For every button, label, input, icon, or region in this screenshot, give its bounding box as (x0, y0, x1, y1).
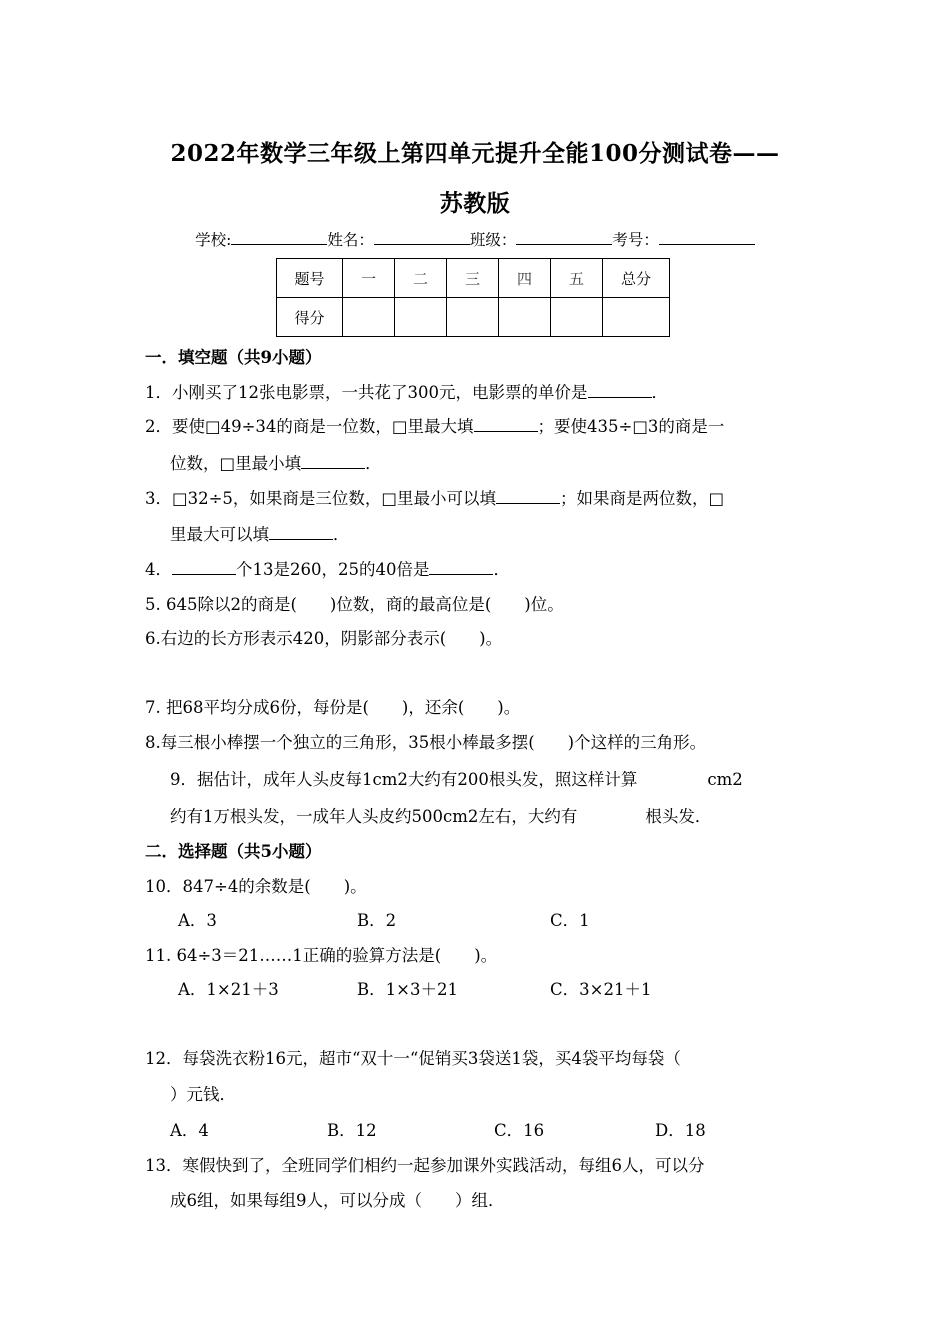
answer-blank[interactable] (429, 558, 493, 575)
score-header-cell: 一 (343, 259, 395, 298)
score-header-cell: 五 (551, 259, 603, 298)
option-b[interactable]: B．12 (327, 1121, 377, 1140)
question-12: 12．每袋洗衣粉16元，超市“双十一“促销买3袋送1袋，买4袋平均每袋（ (145, 1049, 681, 1068)
score-header-cell: 总分 (603, 259, 670, 298)
option-a[interactable]: A．4 (170, 1121, 209, 1140)
school-label: 学校: (195, 231, 232, 249)
option-a[interactable]: A．3 (178, 911, 217, 930)
score-header-cell: 三 (447, 259, 499, 298)
exam-title-line2: 苏教版 (439, 190, 511, 217)
question-2-cont: 位数，□里最小填 ． (170, 454, 382, 473)
score-row-label: 得分 (277, 298, 343, 337)
student-info-line (0, 228, 950, 250)
question-2: 2．要使□49÷34的商是一位数，□里最大填 ；要使435÷□3的商是一 (145, 417, 725, 436)
question-12-cont: ）元钱． (170, 1085, 236, 1104)
option-c[interactable]: C．16 (494, 1121, 545, 1140)
answer-blank[interactable] (496, 487, 560, 504)
question-4: 4． 个13是260，25的40倍是 ． (145, 560, 510, 579)
section-1-heading: 一．填空题（共9小题） (145, 348, 322, 367)
answer-blank[interactable] (269, 523, 333, 540)
option-a[interactable]: A．1×21＋3 (178, 980, 279, 999)
question-9-cont: 约有1万根头发，一成年人头皮约500cm2左右，大约有 根头发． (170, 807, 712, 826)
answer-blank[interactable] (474, 415, 538, 432)
score-table-header-row (277, 259, 670, 298)
question-1: 1．小刚买了12张电影票，一共花了300元，电影票的单价是 ． (145, 383, 668, 402)
section-2-heading: 二．选择题（共5小题） (145, 842, 322, 861)
class-blank[interactable] (516, 228, 612, 245)
question-13-cont: 成6组，如果每组9人，可以分成（ ）组． (170, 1191, 505, 1210)
score-table (276, 258, 670, 337)
score-cell[interactable] (603, 298, 670, 337)
question-11: 11. 64÷3＝21……1正确的验算方法是( )。 (145, 946, 498, 965)
question-5: 5. 645除以2的商是( )位数，商的最高位是( )位。 (145, 595, 564, 614)
name-blank[interactable] (374, 228, 470, 245)
question-6: 6.右边的长方形表示420，阴影部分表示( )。 (145, 629, 503, 648)
question-7: 7. 把68平均分成6份，每份是( )，还余( )。 (145, 698, 521, 717)
question-3: 3．□32÷5，如果商是三位数，□里最小可以填 ；如果商是两位数，□ (145, 489, 725, 508)
answer-blank[interactable] (301, 452, 365, 469)
school-blank[interactable] (231, 228, 327, 245)
class-label: 班级： (469, 231, 517, 249)
answer-blank[interactable] (172, 558, 236, 575)
score-cell[interactable] (447, 298, 499, 337)
score-table-score-row (277, 298, 670, 337)
question-3-cont: 里最大可以填 ． (170, 525, 350, 544)
score-cell[interactable] (395, 298, 447, 337)
score-header-cell: 四 (499, 259, 551, 298)
score-header-cell: 二 (395, 259, 447, 298)
option-b[interactable]: B．1×3＋21 (357, 980, 458, 999)
exam-no-blank[interactable] (659, 228, 755, 245)
score-header-cell: 题号 (277, 259, 343, 298)
option-b[interactable]: B．2 (357, 911, 397, 930)
question-8: 8.每三根小棒摆一个独立的三角形，35根小棒最多摆( )个这样的三角形。 (145, 733, 707, 752)
score-cell[interactable] (499, 298, 551, 337)
answer-blank[interactable] (588, 381, 652, 398)
exam-title-line1: 2022年数学三年级上第四单元提升全能100分测试卷—— (170, 140, 780, 167)
option-c[interactable]: C．3×21＋1 (550, 980, 652, 999)
option-c[interactable]: C．1 (550, 911, 590, 930)
name-label: 姓名： (327, 231, 374, 249)
exam-no-label: 考号： (612, 231, 659, 249)
score-cell[interactable] (551, 298, 603, 337)
question-13: 13．寒假快到了，全班同学们相约一起参加课外实践活动，每组6人，可以分 (145, 1156, 705, 1175)
question-9: 9．据估计，成年人头皮每1cm2大约有200根头发，照这样计算 cm2 (170, 770, 743, 789)
question-10: 10．847÷4的余数是( )。 (145, 877, 367, 896)
score-cell[interactable] (343, 298, 395, 337)
option-d[interactable]: D．18 (655, 1121, 706, 1140)
